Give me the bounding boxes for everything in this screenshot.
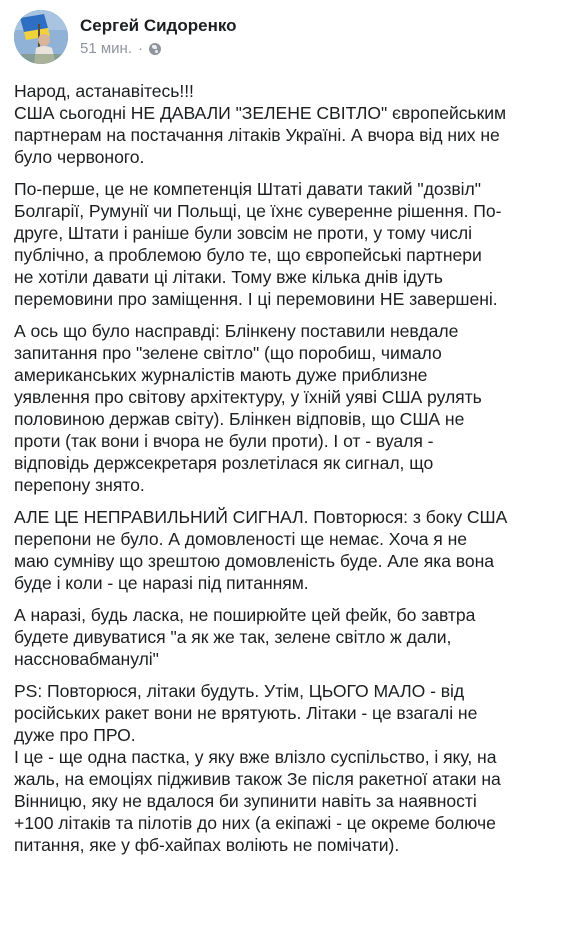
post-meta xyxy=(80,15,237,59)
post-paragraph xyxy=(14,320,579,496)
author-avatar[interactable] xyxy=(14,10,68,64)
post-text-line: PS: Повторюся, літаки будуть. Утім, ЦЬОГО МАЛО - від xyxy=(14,681,465,701)
post-text-line: партнерам на постачання літаків Україні. А вчора від них не xyxy=(14,125,500,145)
post-text-line: перемовини про заміщення. І ці перемовини НЕ завершені. xyxy=(14,289,498,309)
post-text-line: І це - ще одна пастка, у яку вже влізло суспільство, і яку, на xyxy=(14,747,497,767)
post-timestamp[interactable]: 51 мин. xyxy=(80,40,132,57)
post-text-line: нассновабманулі" xyxy=(14,649,159,669)
post-paragraph xyxy=(14,178,579,310)
post-text-line: друге, Штати і раніше були зовсім не проти, у тому числі xyxy=(14,223,472,243)
post-header xyxy=(14,10,237,64)
globe-icon[interactable] xyxy=(149,43,161,55)
post-paragraph xyxy=(14,604,579,670)
post-text-line: дуже про ПРО. xyxy=(14,725,136,745)
post-text-line: російських ракет вони не врятують. Літаки - це взагалі не xyxy=(14,703,478,723)
post-text-line: перепони не було. А домовленості ще немає. Хоча я не xyxy=(14,529,468,549)
separator-dot: · xyxy=(138,40,143,57)
post-text-line: перепону знято. xyxy=(14,475,145,495)
post-text-line: Болгарії, Румунії чи Польщі, це їхнє суверенне рішення. По- xyxy=(14,201,502,221)
post-text-line: американських журналістів мають дуже приблизне xyxy=(14,365,428,385)
post-text-line: половиною держав світу). Блінкен відповів, що США не xyxy=(14,409,465,429)
post-text-line: не хотіли давати ці літаки. Тому вже кілька днів ідуть xyxy=(14,267,443,287)
post-text-line: було червоного. xyxy=(14,147,145,167)
post-text-line: маю сумніву що зрештою домовленість буде. Але яка вона xyxy=(14,551,495,571)
avatar-photo-icon xyxy=(14,10,68,64)
post-text xyxy=(14,80,579,866)
post-text-line: жаль, на емоціях підживив також Зе після ракетної атаки на xyxy=(14,769,501,789)
post-text-line: буде і коли - це наразі під питанням. xyxy=(14,573,309,593)
post-text-line: уявлення про світову архітектуру, у їхній уяві США рулять xyxy=(14,387,482,407)
author-name[interactable]: Сергей Сидоренко xyxy=(80,16,237,35)
post-text-line: публічно, а проблемою було те, що європейські партнери xyxy=(14,245,482,265)
post-text-line: США сьогодні НЕ ДАВАЛИ "ЗЕЛЕНЕ СВІТЛО" європейським xyxy=(14,103,507,123)
post-text-line: А ось що було насправді: Блінкену поставили невдале xyxy=(14,321,459,341)
post-subline xyxy=(80,39,237,59)
post-paragraph xyxy=(14,680,579,856)
post-text-line: АЛЕ ЦЕ НЕПРАВИЛЬНИЙ СИГНАЛ. Повторюся: з боку США xyxy=(14,507,508,527)
post-text-line: Вінницю, яку не вдалося би зупинити навіть за наявності xyxy=(14,791,477,811)
post-paragraph xyxy=(14,80,579,168)
post-text-line: будете дивуватися "а як же так, зелене світло ж дали, xyxy=(14,627,452,647)
post-text-line: Народ, астанавітесь!!! xyxy=(14,81,194,101)
post-text-line: проти (так вони і вчора не були проти). І от - вуаля - xyxy=(14,431,434,451)
post-text-line: А наразі, будь ласка, не поширюйте цей фейк, бо завтра xyxy=(14,605,476,625)
post-text-line: відповідь держсекретаря розлетілася як сигнал, що xyxy=(14,453,434,473)
post-text-line: запитання про "зелене світло" (що поробиш, чимало xyxy=(14,343,442,363)
post-text-line: По-перше, це не компетенція Штаті давати такий "дозвіл" xyxy=(14,179,481,199)
post-text-line: питання, яке у фб-хайпах воліють не помічати). xyxy=(14,835,400,855)
post-text-line: +100 літаків та пілотів до них (а екіпажі - це окреме болюче xyxy=(14,813,496,833)
post-paragraph xyxy=(14,506,579,594)
